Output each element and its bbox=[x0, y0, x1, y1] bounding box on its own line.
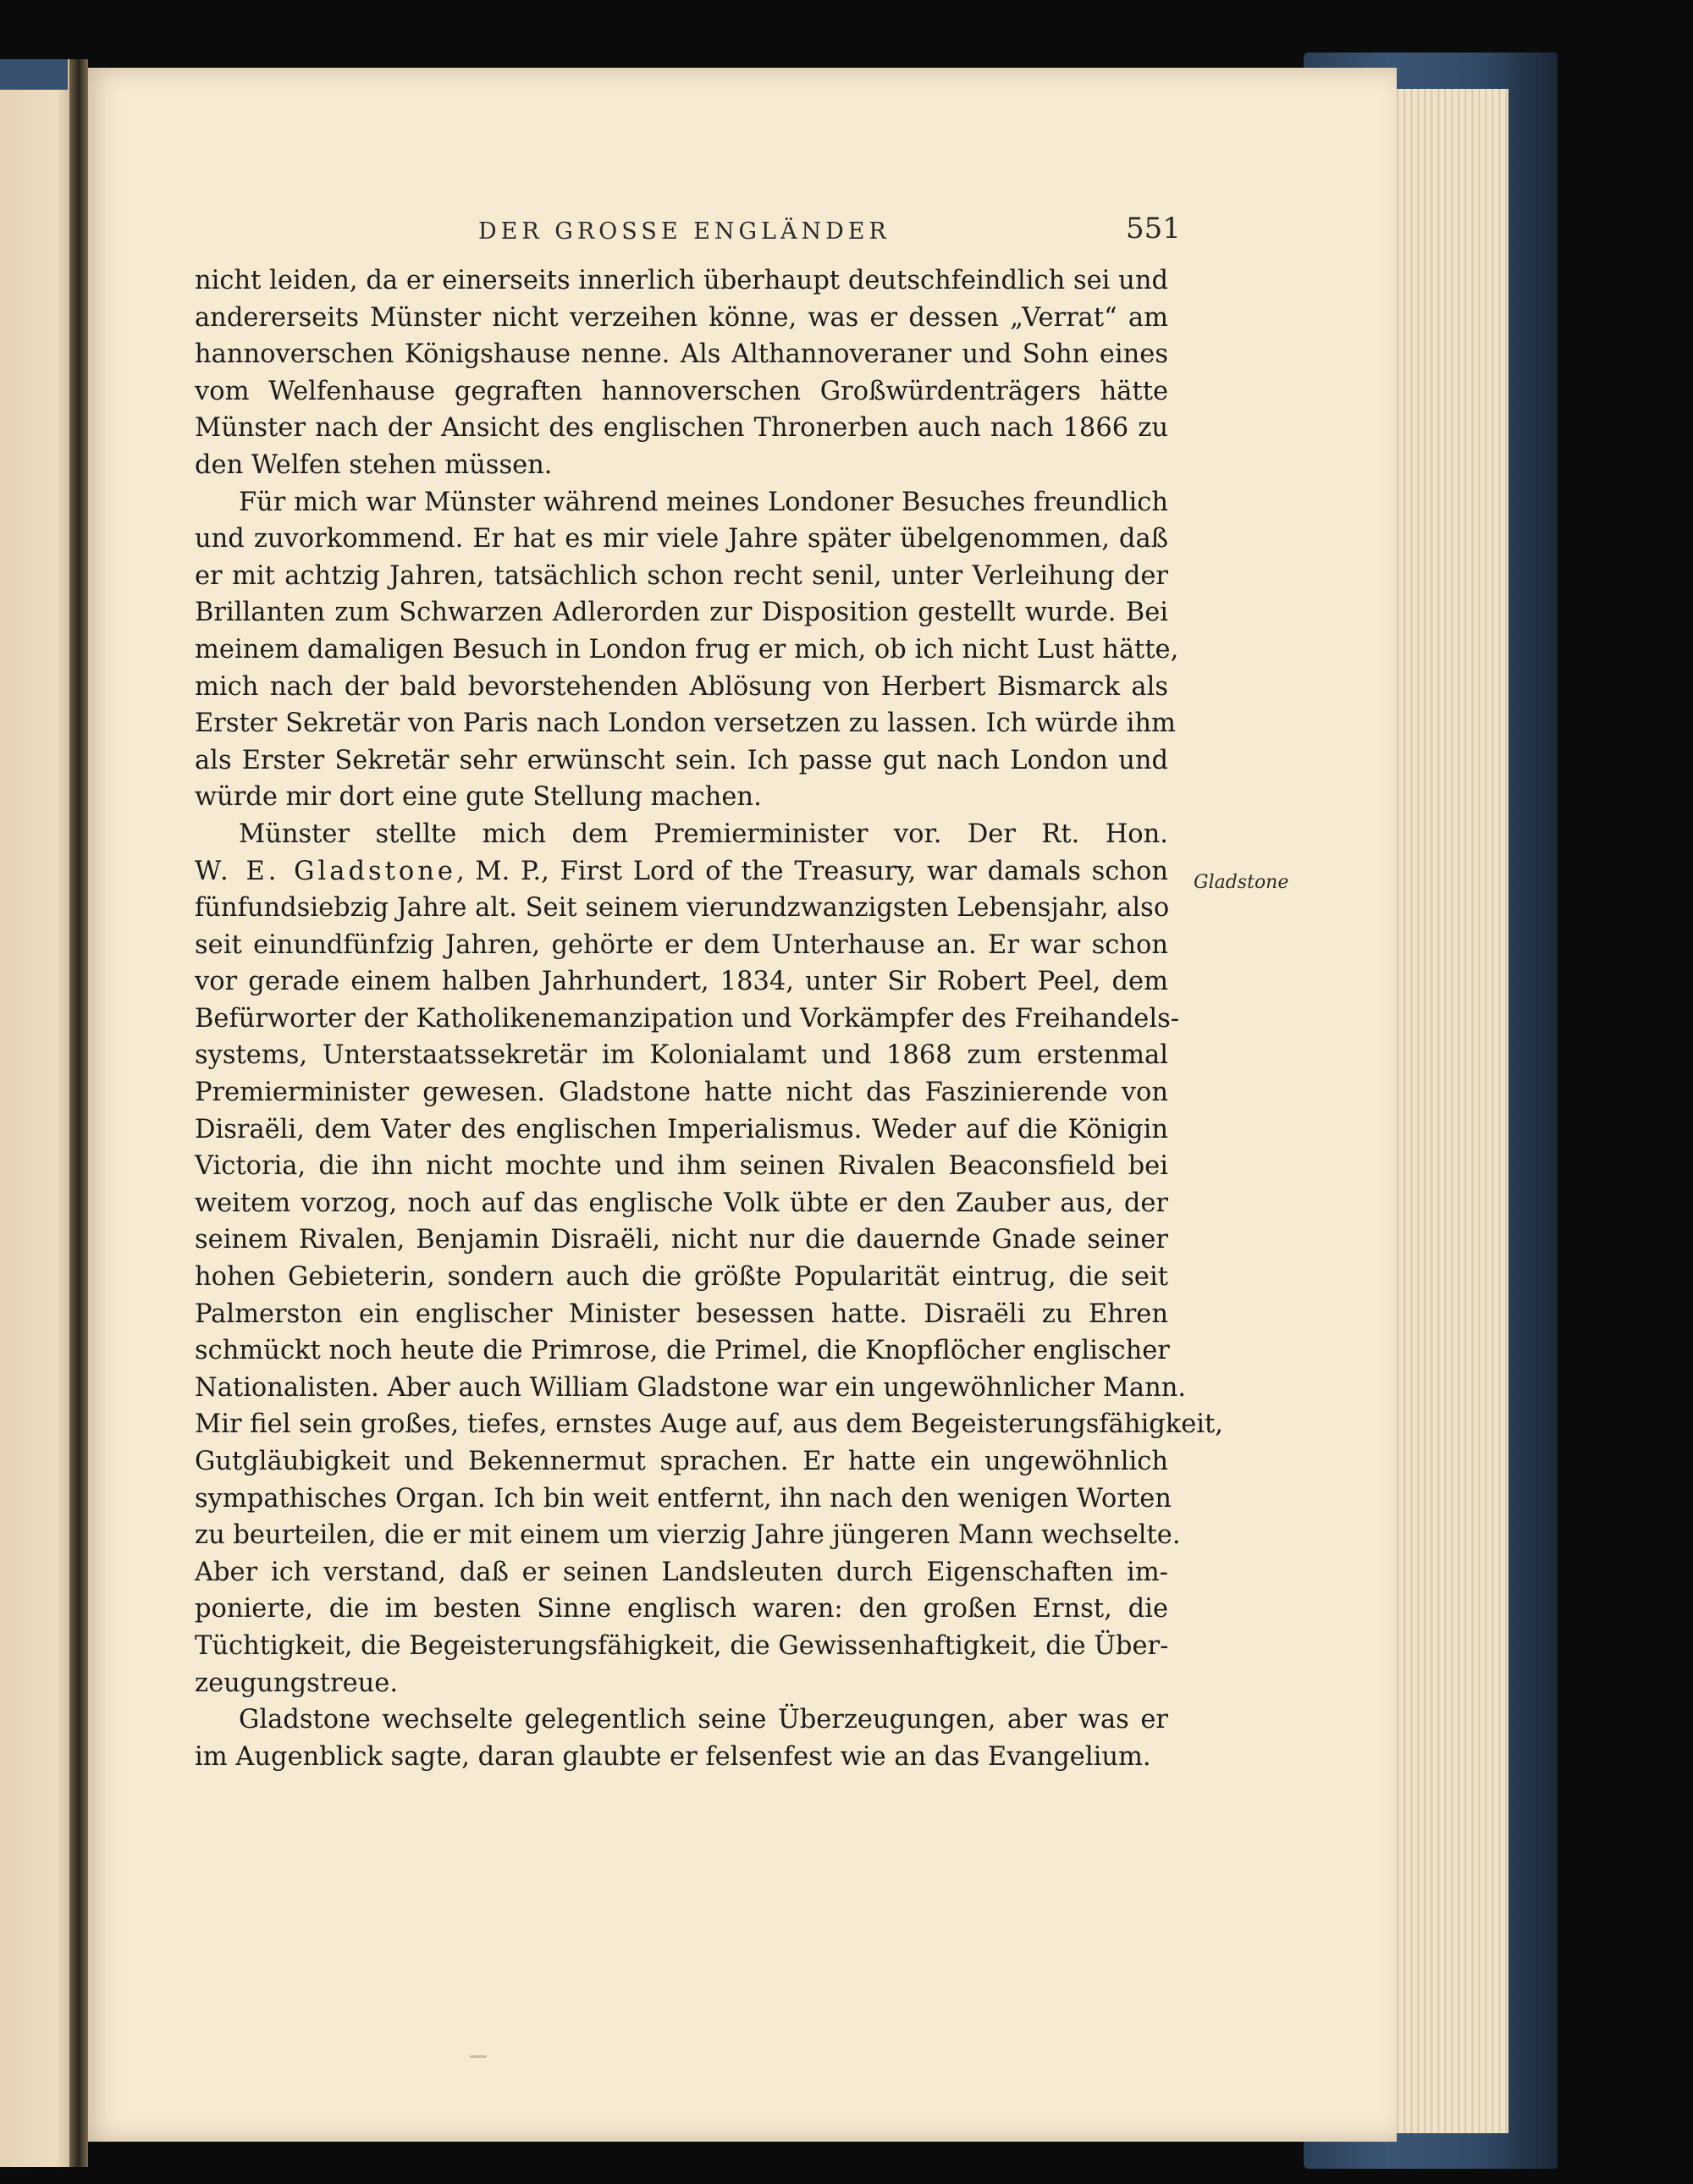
text-line: Premierminister gewesen. Gladstone hatte nicht das Faszinierende von bbox=[195, 1078, 1168, 1108]
text-line: den Welfen stehen müssen. bbox=[195, 449, 553, 480]
margin-note: Gladstone bbox=[1194, 872, 1289, 893]
text-line: Nationalisten. Aber auch William Gladstone war ein ungewöhnlicher Mann. bbox=[195, 1372, 1187, 1403]
text-line: er mit achtzig Jahren, tatsächlich schon recht senil, unter Verleihung der bbox=[195, 560, 1168, 591]
text-line: Aber ich verstand, daß er seinen Landsleuten durch Eigenschaften im- bbox=[195, 1557, 1168, 1587]
text-line: und zuvorkommend. Er hat es mir viele Jahre später übelgenommen, daß bbox=[195, 524, 1168, 554]
text-line: sympathisches Organ. Ich bin weit entfernt, ihn nach den wenigen Worten bbox=[195, 1483, 1172, 1514]
text-line: im Augenblick sagte, daran glaubte er felsenfest wie an das Evangelium. bbox=[195, 1741, 1151, 1772]
text-line: zu beurteilen, die er mit einem um vierzig Jahre jüngeren Mann wechselte. bbox=[195, 1520, 1181, 1551]
text-line-rest: , M. P., First Lord of the Treasury, war damals schon bbox=[455, 856, 1168, 886]
text-line: Victoria, die ihn nicht mochte und ihm seinen Rivalen Beaconsfield bei bbox=[195, 1151, 1168, 1182]
text-line: vor gerade einem halben Jahrhundert, 1834, unter Sir Robert Peel, dem bbox=[195, 967, 1168, 997]
page-block-edges bbox=[1384, 89, 1508, 2133]
book-cover-edge bbox=[1507, 52, 1558, 2169]
book-gutter bbox=[69, 59, 88, 2167]
text-line: Gladstone wechselte gelegentlich seine Überzeugungen, aber was er bbox=[239, 1705, 1168, 1735]
text-line: Mir fiel sein großes, tiefes, ernstes Auge auf, aus dem Begeisterungsfähigkeit, bbox=[195, 1409, 1223, 1440]
running-head: DER GROSSE ENGLÄNDER bbox=[478, 218, 891, 245]
text-line: schmückt noch heute die Primrose, die Primel, die Knopflöcher englischer bbox=[195, 1336, 1170, 1366]
text-line: Brillanten zum Schwarzen Adlerorden zur Disposition gestellt wurde. Bei bbox=[195, 598, 1168, 628]
text-line: seit einundfünfzig Jahren, gehörte er dem Unterhause an. Er war schon bbox=[195, 929, 1168, 960]
text-line: Münster stellte mich dem Premierminister vor. Der Rt. Hon. bbox=[239, 819, 1168, 849]
text-line: systems, Unterstaatssekretär im Kolonialamt und 1868 zum erstenmal bbox=[195, 1040, 1168, 1071]
bookmark-ribbon bbox=[0, 59, 68, 90]
text-line: Disraëli, dem Vater des englischen Imperialismus. Weder auf die Königin bbox=[195, 1114, 1168, 1144]
text-line: mich nach der bald bevorstehenden Ablösung von Herbert Bismarck als bbox=[195, 671, 1168, 702]
text-line: Für mich war Münster während meines Londoner Besuches freundlich bbox=[239, 487, 1168, 517]
text-line: Befürworter der Katholikenemanzipation und Vorkämpfer des Freihandels- bbox=[195, 1003, 1180, 1034]
text-line: ponierte, die im besten Sinne englisch waren: den großen Ernst, die bbox=[195, 1594, 1168, 1624]
text-line: hohen Gebieterin, sondern auch die größte Popularität eintrug, die seit bbox=[195, 1262, 1168, 1293]
page-number: 551 bbox=[1126, 212, 1181, 245]
text-line: als Erster Sekretär sehr erwünscht sein. Ich passe gut nach London und bbox=[195, 745, 1168, 775]
text-line: hannoverschen Königshause nenne. Als Althannoveraner und Sohn eines bbox=[195, 339, 1168, 370]
text-line: würde mir dort eine gute Stellung machen. bbox=[195, 782, 762, 813]
text-line: andererseits Münster nicht verzeihen könne, was er dessen „Verrat“ am bbox=[195, 302, 1168, 333]
text-line: meinem damaligen Besuch in London frug er mich, ob ich nicht Lust hätte, bbox=[195, 634, 1179, 665]
text-line: Erster Sekretär von Paris nach London versetzen zu lassen. Ich würde ihm bbox=[195, 709, 1176, 739]
text-line: Tüchtigkeit, die Begeisterungsfähigkeit, die Gewissenhaftigkeit, die Über- bbox=[195, 1630, 1169, 1661]
text-line: vom Welfenhause gegraften hannoverschen Großwürdenträgers hätte bbox=[195, 376, 1168, 406]
page-mark bbox=[470, 2055, 487, 2058]
spaced-name: W. E. Gladstone bbox=[195, 856, 456, 886]
left-page-edge bbox=[0, 59, 80, 2167]
text-line: Gutgläubigkeit und Bekennermut sprachen. Er hatte ein ungewöhnlich bbox=[195, 1447, 1168, 1476]
text-line: zeugungstreue. bbox=[195, 1668, 399, 1698]
body-text bbox=[195, 262, 1223, 1775]
text-line: weitem vorzog, noch auf das englische Volk übte er den Zauber aus, der bbox=[195, 1188, 1168, 1218]
text-line: Münster nach der Ansicht des englischen Thronerben auch nach 1866 zu bbox=[195, 413, 1168, 444]
text-line: Palmerston ein englischer Minister besessen hatte. Disraëli zu Ehren bbox=[195, 1299, 1168, 1329]
text-line-gladstone bbox=[195, 853, 1168, 891]
text-line: nicht leiden, da er einerseits innerlich überhaupt deutschfeindlich sei und bbox=[195, 266, 1168, 295]
text-line: fünfundsiebzig Jahre alt. Seit seinem vierundzwanzigsten Lebensjahr, also bbox=[195, 893, 1170, 924]
text-line: seinem Rivalen, Benjamin Disraëli, nicht nur die dauernde Gnade seiner bbox=[195, 1225, 1168, 1255]
